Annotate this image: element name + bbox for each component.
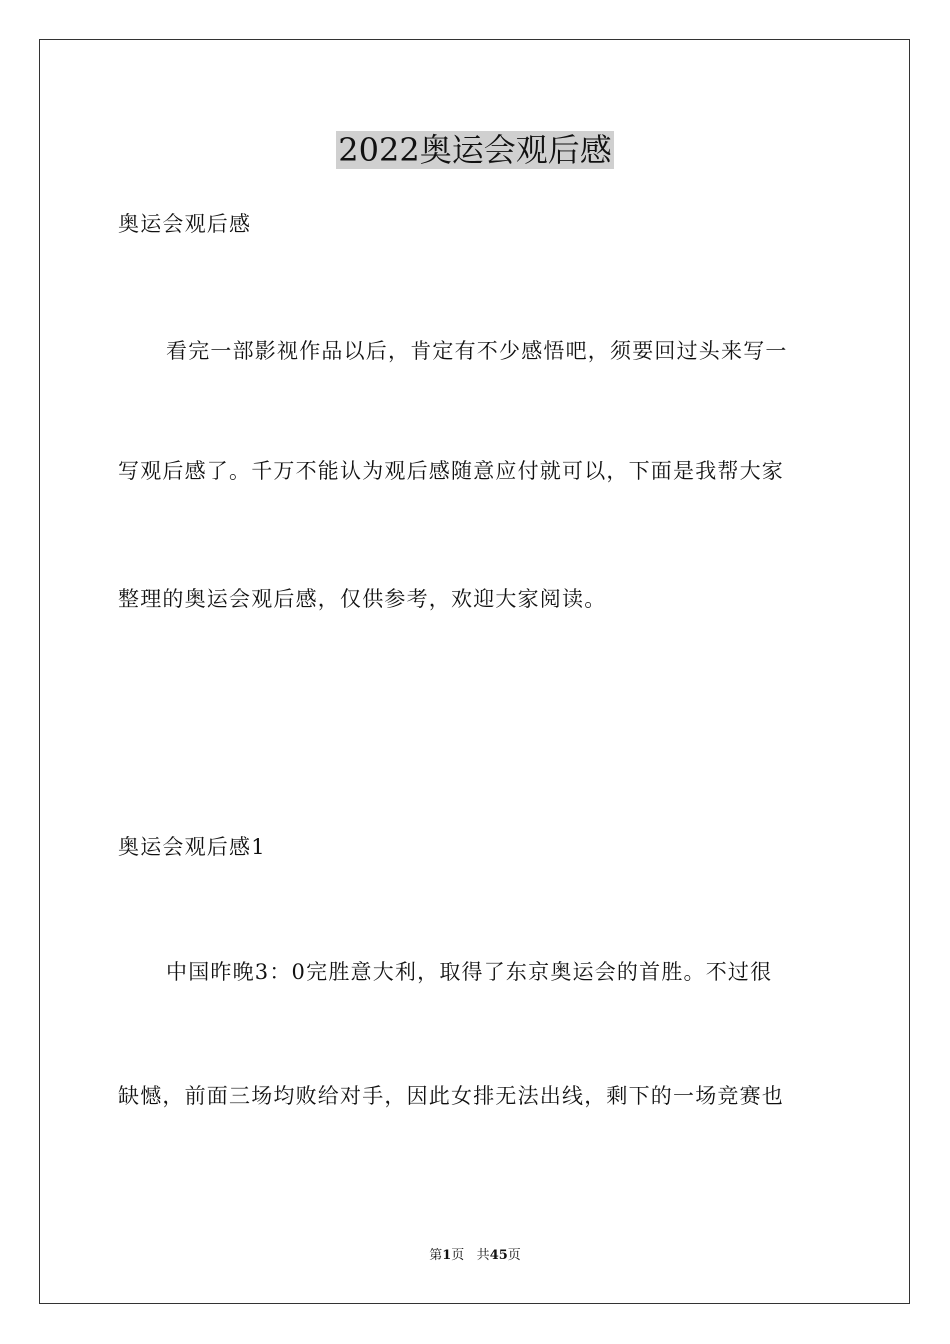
document-title-text: 2022奥运会观后感 xyxy=(338,131,612,169)
footer-page-prefix: 第 xyxy=(429,1248,443,1263)
paragraph-line: 看完一部影视作品以后，肯定有不少感悟吧，须要回过头来写一 xyxy=(166,339,788,363)
footer-page-number: 1 xyxy=(442,1248,452,1263)
document-title xyxy=(0,128,950,172)
paragraph-line: 整理的奥运会观后感，仅供参考，欢迎大家阅读。 xyxy=(118,587,607,611)
section-heading: 奥运会观后感1 xyxy=(118,835,266,859)
footer-total-suffix: 页 xyxy=(507,1248,521,1263)
footer-total-prefix: 共 xyxy=(476,1248,490,1263)
paragraph-line: 中国昨晚3：0完胜意大利，取得了东京奥运会的首胜。不过很 xyxy=(166,960,773,984)
paragraph-line: 缺憾，前面三场均败给对手，因此女排无法出线，剩下的一场竞赛也 xyxy=(118,1084,784,1108)
paragraph-line: 写观后感了。千万不能认为观后感随意应付就可以，下面是我帮大家 xyxy=(118,459,784,483)
footer-page-suffix: 页 xyxy=(451,1248,465,1263)
page-footer xyxy=(0,1247,950,1265)
footer-total-pages: 45 xyxy=(489,1248,508,1263)
document-subtitle: 奥运会观后感 xyxy=(118,212,252,236)
